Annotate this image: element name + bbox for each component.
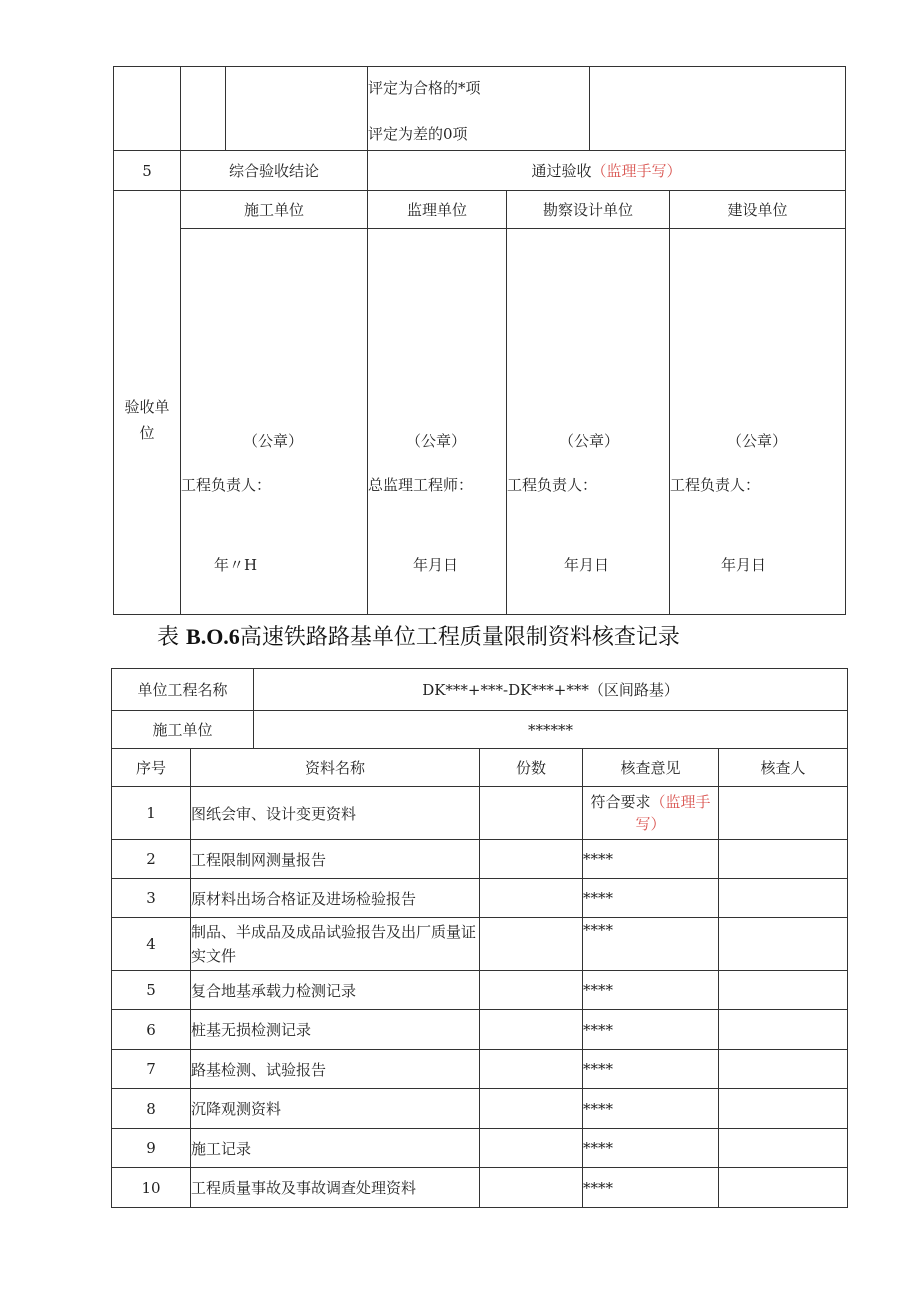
row-checker <box>719 840 848 879</box>
row-copies <box>480 1168 583 1208</box>
date-label: 年月日 <box>413 556 459 574</box>
seal-label: （公章） <box>243 432 304 450</box>
row-index: 9 <box>112 1129 191 1168</box>
unit-header-supervision: 监理单位 <box>368 191 507 229</box>
row-opinion: **** <box>583 1168 719 1208</box>
table-title <box>157 620 680 651</box>
row-opinion: **** <box>583 1129 719 1168</box>
table-row <box>112 840 848 879</box>
row-copies <box>480 1010 583 1050</box>
row-checker <box>719 1010 848 1050</box>
seal-label: （公章） <box>559 432 620 450</box>
header-copies: 份数 <box>480 749 583 787</box>
date-label: 年〃H <box>214 556 258 574</box>
row-checker <box>719 971 848 1010</box>
header-index: 序号 <box>112 749 191 787</box>
row-name: 工程质量事故及事故调查处理资料 <box>191 1168 480 1208</box>
table-row <box>112 879 848 918</box>
table-row <box>112 918 848 971</box>
row-name: 工程限制网测量报告 <box>191 840 480 879</box>
signature-owner <box>670 229 846 615</box>
table-row <box>112 1010 848 1050</box>
row-name: 桩基无损检测记录 <box>191 1010 480 1050</box>
title-prefix: 表 <box>157 625 180 650</box>
builder-value: ****** <box>254 711 848 749</box>
row-checker <box>719 1129 848 1168</box>
row-name: 路基检测、试验报告 <box>191 1050 480 1089</box>
row-index: 7 <box>112 1050 191 1089</box>
row-opinion: **** <box>583 918 719 971</box>
date-label: 年月日 <box>721 556 767 574</box>
builder-label: 施工单位 <box>112 711 254 749</box>
accept-unit-text: 验收单位 <box>124 397 170 442</box>
signature-design <box>507 229 670 615</box>
signature-construction <box>181 229 368 615</box>
row-checker <box>719 1050 848 1089</box>
row-index: 1 <box>112 787 191 840</box>
row-index: 8 <box>112 1089 191 1129</box>
header-opinion: 核查意见 <box>583 749 719 787</box>
row-index: 10 <box>112 1168 191 1208</box>
row-name: 制品、半成品及成品试验报告及出厂质量证实文件 <box>191 918 480 971</box>
row-index: 3 <box>112 879 191 918</box>
table-row <box>112 1129 848 1168</box>
person-label: 工程负责人： <box>507 476 598 494</box>
row-opinion: **** <box>583 1050 719 1089</box>
table-row <box>112 1050 848 1089</box>
row-copies <box>480 1089 583 1129</box>
row-checker <box>719 1168 848 1208</box>
conclusion-text: 通过验收 <box>531 162 592 180</box>
row-checker <box>719 879 848 918</box>
row-opinion: **** <box>583 971 719 1010</box>
row-name: 原材料出场合格证及进场检验报告 <box>191 879 480 918</box>
row-copies <box>480 1129 583 1168</box>
unit-header-construction: 施工单位 <box>181 191 368 229</box>
row-opinion: **** <box>583 1010 719 1050</box>
row-index: 4 <box>112 918 191 971</box>
person-label: 总监理工程师： <box>368 476 474 494</box>
row-checker <box>719 787 848 840</box>
table-row <box>112 1168 848 1208</box>
opinion-text: 符合要求 <box>590 793 651 811</box>
unit-name-label: 单位工程名称 <box>112 669 254 711</box>
signature-supervision <box>368 229 507 615</box>
eval-poor-count: 评定为差的0项 <box>368 125 468 143</box>
row-copies <box>480 879 583 918</box>
row-copies <box>480 840 583 879</box>
quality-records-table <box>111 668 848 1208</box>
eval-good-count: 评定为合格的*项 <box>368 79 481 97</box>
handwritten-note: （监理手写） <box>591 162 682 180</box>
row-opinion <box>583 787 719 840</box>
seal-label: （公章） <box>727 432 788 450</box>
date-label: 年月日 <box>564 556 610 574</box>
row-copies <box>480 1050 583 1089</box>
header-name: 资料名称 <box>191 749 480 787</box>
unit-header-design: 勘察设计单位 <box>507 191 670 229</box>
row-copies <box>480 918 583 971</box>
row-checker <box>719 918 848 971</box>
row-name: 施工记录 <box>191 1129 480 1168</box>
row-name: 复合地基承载力检测记录 <box>191 971 480 1010</box>
row-index: 5 <box>112 971 191 1010</box>
title-text: 高速铁路路基单位工程质量限制资料核查记录 <box>239 625 680 650</box>
title-code: B.O.6 <box>186 624 240 649</box>
row-opinion: **** <box>583 879 719 918</box>
row-name: 沉降观测资料 <box>191 1089 480 1129</box>
conclusion-value <box>368 151 846 191</box>
empty-cell <box>226 67 368 151</box>
person-label: 工程负责人： <box>181 476 272 494</box>
handwritten-note: （监理手写） <box>635 793 711 833</box>
conclusion-label: 综合验收结论 <box>181 151 368 191</box>
row-opinion: **** <box>583 1089 719 1129</box>
seal-label: （公章） <box>406 432 467 450</box>
row-index: 2 <box>112 840 191 879</box>
evaluation-summary <box>368 67 590 151</box>
unit-name-value: DK***+***-DK***+***（区间路基） <box>254 669 848 711</box>
empty-cell <box>181 67 226 151</box>
row-checker <box>719 1089 848 1129</box>
row-name: 图纸会审、设计变更资料 <box>191 787 480 840</box>
row-index: 6 <box>112 1010 191 1050</box>
empty-cell <box>590 67 846 151</box>
unit-header-owner: 建设单位 <box>670 191 846 229</box>
table-row <box>112 787 848 840</box>
row-index: 5 <box>114 151 181 191</box>
person-label: 工程负责人： <box>670 476 761 494</box>
table-row <box>112 1089 848 1129</box>
row-copies <box>480 971 583 1010</box>
accept-unit-label <box>114 191 181 615</box>
row-opinion: **** <box>583 840 719 879</box>
empty-cell <box>114 67 181 151</box>
header-row <box>112 749 848 787</box>
header-checker: 核查人 <box>719 749 848 787</box>
row-copies <box>480 787 583 840</box>
acceptance-table <box>113 66 846 615</box>
table-row <box>112 971 848 1010</box>
